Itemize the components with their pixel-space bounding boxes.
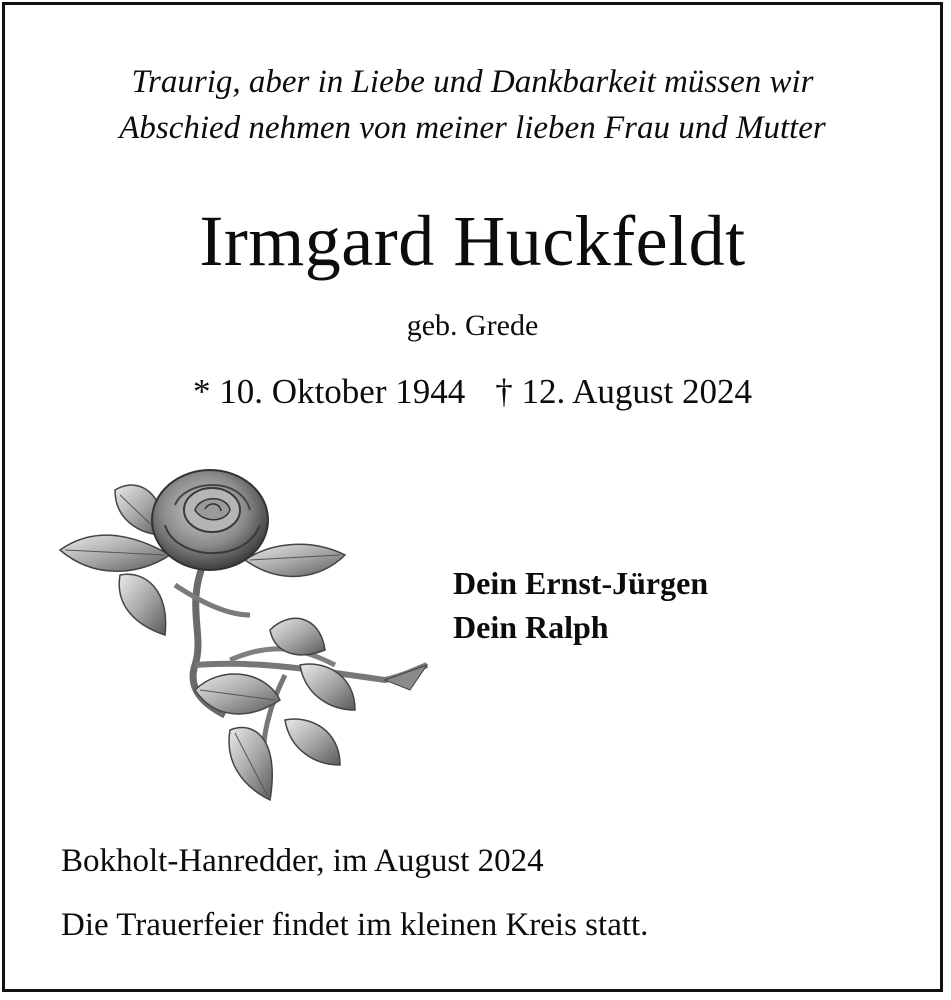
intro-line-1: Traurig, aber in Liebe und Dankbarkeit müssen wir (131, 64, 814, 100)
place-date: Bokholt-Hanredder, im August 2024 (61, 843, 544, 879)
intro-line-2: Abschied nehmen von meiner lieben Frau und Mutter (119, 110, 826, 146)
birth-date: * 10. Oktober 1944 (193, 372, 466, 411)
mourners-list (453, 561, 708, 649)
death-date: † 12. August 2024 (495, 372, 752, 411)
mourner-name: Dein Ernst-Jürgen (453, 565, 709, 601)
deceased-name: Irmgard Huckfeldt (199, 201, 746, 281)
life-dates (5, 372, 940, 412)
obituary-notice (2, 2, 943, 992)
maiden-name: geb. Grede (406, 309, 539, 342)
mourner-name: Dein Ralph (453, 609, 609, 645)
rose-icon (55, 465, 435, 810)
intro-text (5, 59, 940, 151)
ceremony-note: Die Trauerfeier findet im kleinen Kreis statt. (61, 907, 649, 943)
